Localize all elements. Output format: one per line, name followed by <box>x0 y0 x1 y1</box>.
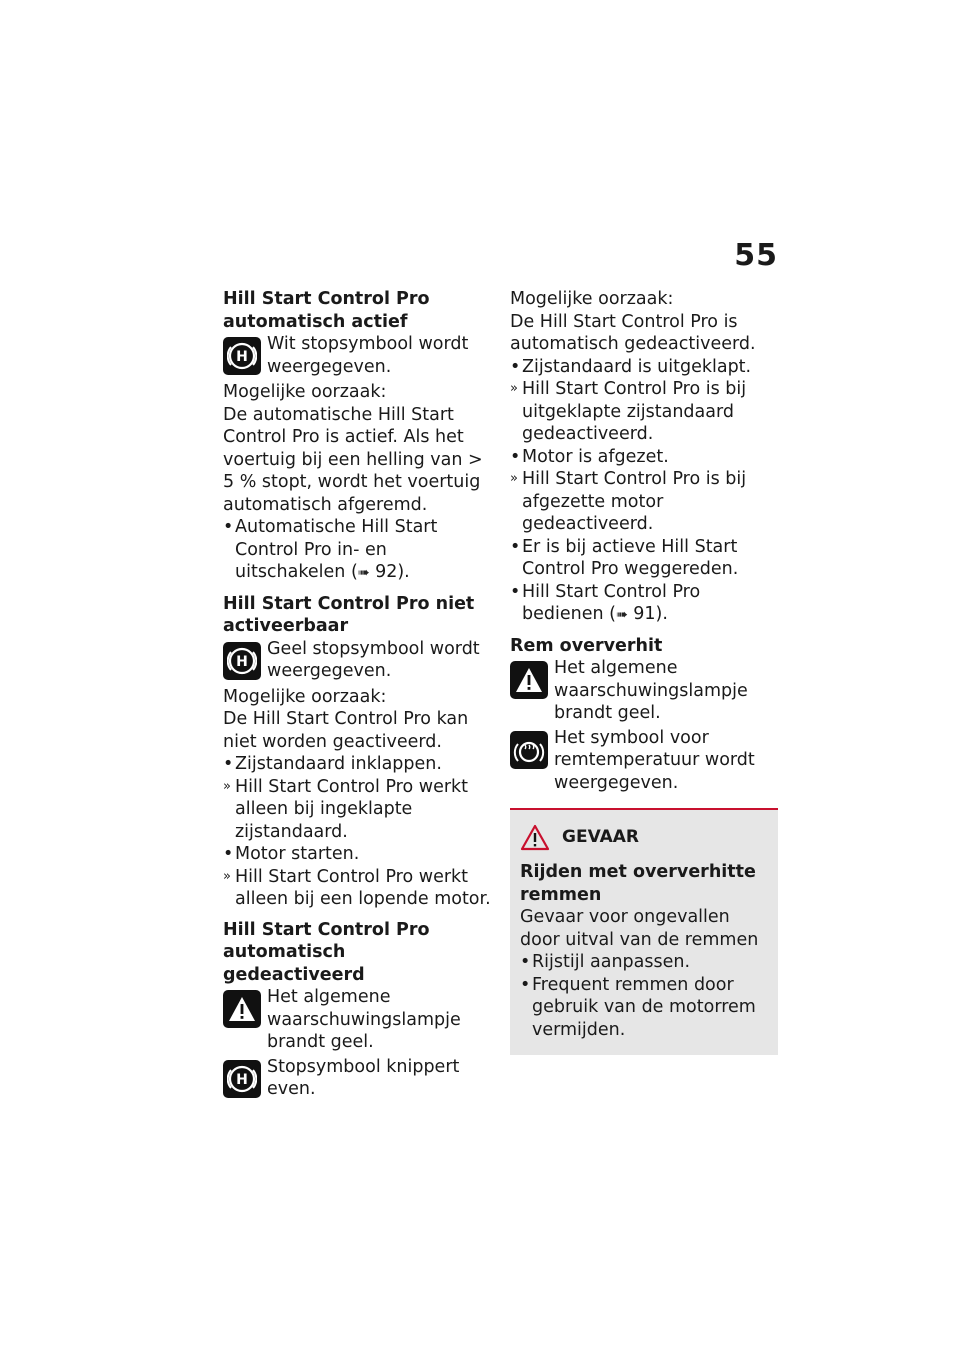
list-item: • Frequent remmen door gebruik van de motorrem vermijden. <box>520 974 768 1042</box>
icon-row <box>223 638 491 684</box>
section-heading: Hill Start Control Pro niet activeerbaar <box>223 593 475 636</box>
danger-triangle-icon <box>520 824 550 851</box>
page-reference-arrow-icon: ➠ <box>615 607 628 623</box>
danger-box <box>510 808 778 1055</box>
section-heading: Hill Start Control Pro automatisch actief <box>223 289 430 332</box>
icon-description: Het symbool voor remtemperatuur wordt weergegeven. <box>554 727 755 793</box>
result-text: Hill Start Control Pro is bij uitgeklapte zijstandaard gedeactiveerd. <box>522 379 747 444</box>
danger-text: Gevaar voor ongevallen door uitval van de remmen <box>520 907 759 950</box>
icon-description: Het algemene waarschuwingslampje brandt geel. <box>554 658 748 723</box>
list-item: • Motor is afgezet. <box>510 446 778 469</box>
result-item <box>223 866 491 911</box>
general-warning-icon <box>510 661 548 699</box>
cause-label: Mogelijke oorzaak: <box>510 289 674 309</box>
section-heading: Rem oververhit <box>510 635 663 656</box>
cause-label: Mogelijke oorzaak: <box>223 382 387 402</box>
section-heading: Hill Start Control Pro automatisch gedeactiveerd <box>223 919 430 985</box>
danger-label: GEVAAR <box>562 827 639 848</box>
page-reference[interactable]: 92). <box>375 562 410 582</box>
svg-text:H: H <box>236 1071 248 1088</box>
danger-header <box>520 824 768 851</box>
result-marker-icon: » <box>223 778 231 794</box>
page-reference-arrow-icon: ➠ <box>357 565 370 581</box>
svg-text:H: H <box>236 653 248 670</box>
cause-label: Mogelijke oorzaak: <box>223 686 387 707</box>
list-item: • Motor starten. <box>223 843 491 866</box>
icon-row <box>223 333 491 379</box>
list-item-text: Automatische Hill Start Control Pro in- en uitschakelen <box>235 517 438 582</box>
svg-text:H: H <box>236 349 248 365</box>
icon-description: Geel stopsymbool wordt weergegeven. <box>267 638 480 681</box>
result-item <box>510 378 778 446</box>
icon-description: Het algemene waarschuwingslampje brandt geel. <box>267 987 461 1052</box>
result-text: Hill Start Control Pro is bij afgezette motor gedeactiveerd. <box>522 469 747 534</box>
left-column <box>223 288 491 1104</box>
list-item: • Er is bij actieve Hill Start Control Pro weggereden. <box>510 536 778 581</box>
danger-heading: Rijden met oververhitte remmen <box>520 862 756 905</box>
general-warning-icon <box>223 990 261 1028</box>
result-item <box>510 468 778 536</box>
page-number: 55 <box>734 238 778 273</box>
list-item: • Zijstandaard is uitgeklapt. <box>510 356 778 379</box>
icon-row <box>510 727 778 795</box>
list-item: • Automatische Hill Start Control Pro in- en uitschakelen (➠ 92). <box>223 516 491 585</box>
icon-description: Wit stopsymbool wordt weergegeven. <box>267 334 469 377</box>
hill-hold-icon <box>223 337 261 375</box>
list-item: • Zijstandaard inklappen. <box>223 753 491 776</box>
icon-row <box>510 657 778 725</box>
hill-hold-icon <box>223 642 261 680</box>
icon-row <box>223 1056 491 1102</box>
list-item: • Hill Start Control Pro bedienen (➠ 91). <box>510 581 778 627</box>
page-reference[interactable]: 91). <box>633 604 668 624</box>
hill-hold-icon <box>223 1060 261 1098</box>
cause-text: De Hill Start Control Pro kan niet worden geactiveerd. <box>223 709 469 752</box>
cause-text: De automatische Hill Start Control Pro is actief. Als het voertuig bij een helling van > 5 % stopt, wordt het voertuig automatisch afgeremd. <box>223 404 483 515</box>
result-text: Hill Start Control Pro werkt alleen bij een lopende motor. <box>235 866 491 909</box>
list-item-text: Hill Start Control Pro bedienen <box>522 581 701 624</box>
icon-description: Stopsymbool knippert even. <box>267 1056 460 1099</box>
list-item: • Rijstijl aanpassen. <box>520 951 768 974</box>
result-marker-icon: » <box>510 381 518 396</box>
icon-row <box>223 986 491 1054</box>
brake-temperature-icon <box>510 731 548 769</box>
result-item <box>223 776 491 844</box>
result-marker-icon: » <box>223 868 231 884</box>
cause-text: De Hill Start Control Pro is automatisch gedeactiveerd. <box>510 311 756 354</box>
right-column <box>510 288 778 1055</box>
result-marker-icon: » <box>510 471 518 486</box>
result-text: Hill Start Control Pro werkt alleen bij ingeklapte zijstandaard. <box>235 776 469 842</box>
